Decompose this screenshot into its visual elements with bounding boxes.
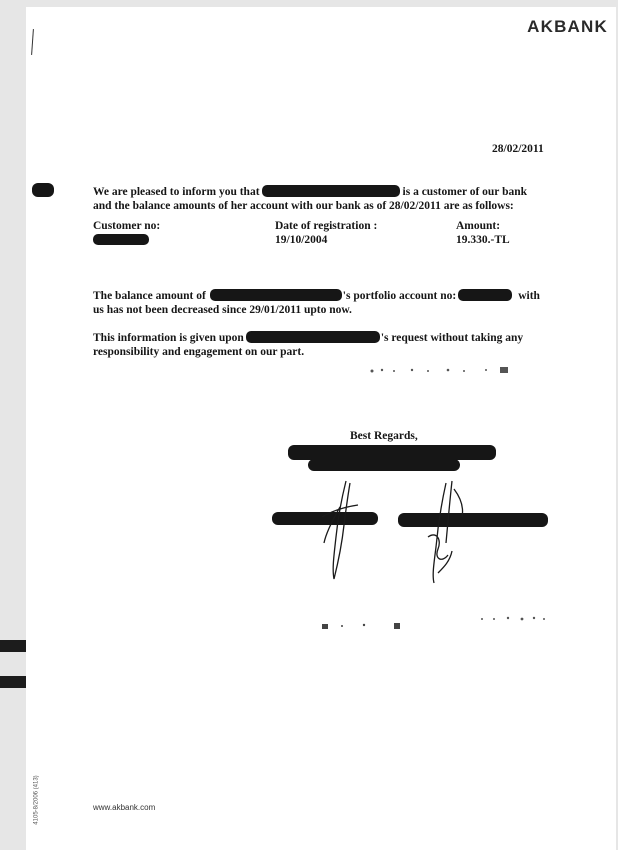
balance-paragraph — [93, 289, 540, 317]
redacted-name — [262, 185, 400, 197]
faint-stamp-residue — [478, 613, 558, 625]
letter-page — [26, 7, 616, 850]
registration-date: 19/10/2004 — [275, 234, 328, 246]
balance-text: 's portfolio account no: — [342, 290, 457, 302]
faint-stamp-residue — [320, 619, 410, 633]
balance-text: with — [518, 290, 540, 302]
amount-value: 19.330.-TL — [456, 234, 510, 246]
info-paragraph — [93, 331, 523, 359]
scan-smudge — [32, 183, 54, 197]
info-text: responsibility and engagement on our part. — [93, 346, 305, 358]
redacted-customer-no — [93, 234, 149, 245]
bank-logo: AKBANK — [527, 17, 608, 36]
registration-column — [275, 219, 377, 247]
scan-tick-mark — [31, 29, 34, 55]
amount-label: Amount: — [456, 220, 501, 232]
redacted-account-no — [458, 289, 512, 301]
customer-column — [93, 219, 160, 247]
info-text: 's request without taking any — [380, 332, 524, 344]
redacted-name — [246, 331, 380, 343]
website-link[interactable]: www.akbank.com — [93, 803, 156, 812]
intro-text: and the balance amounts of her account with our bank as of 28/02/2011 are as follows: — [93, 200, 514, 212]
signature-left — [302, 477, 372, 587]
faint-stamp-residue — [368, 364, 528, 378]
balance-text: us has not been decreased since 29/01/2011 upto now. — [93, 304, 352, 316]
intro-text: We are pleased to inform you that — [93, 186, 260, 198]
form-code: 4105-8/2006 (413) — [33, 775, 40, 825]
intro-paragraph — [93, 185, 527, 213]
intro-text: is a customer of our bank — [402, 186, 528, 198]
customer-no-label: Customer no: — [93, 220, 161, 232]
scan-edge-mark — [0, 676, 26, 688]
redacted-signatory — [308, 459, 460, 471]
balance-text: The balance amount of — [93, 290, 206, 302]
registration-label: Date of registration : — [275, 220, 378, 232]
scan-edge-mark — [0, 640, 26, 652]
redacted-name — [210, 289, 342, 301]
closing-line: Best Regards, — [350, 430, 418, 442]
redacted-signatory — [288, 445, 496, 460]
signature-right — [408, 477, 478, 587]
amount-column — [456, 219, 510, 247]
letter-date: 28/02/2011 — [492, 143, 544, 155]
info-text: This information is given upon — [93, 332, 244, 344]
